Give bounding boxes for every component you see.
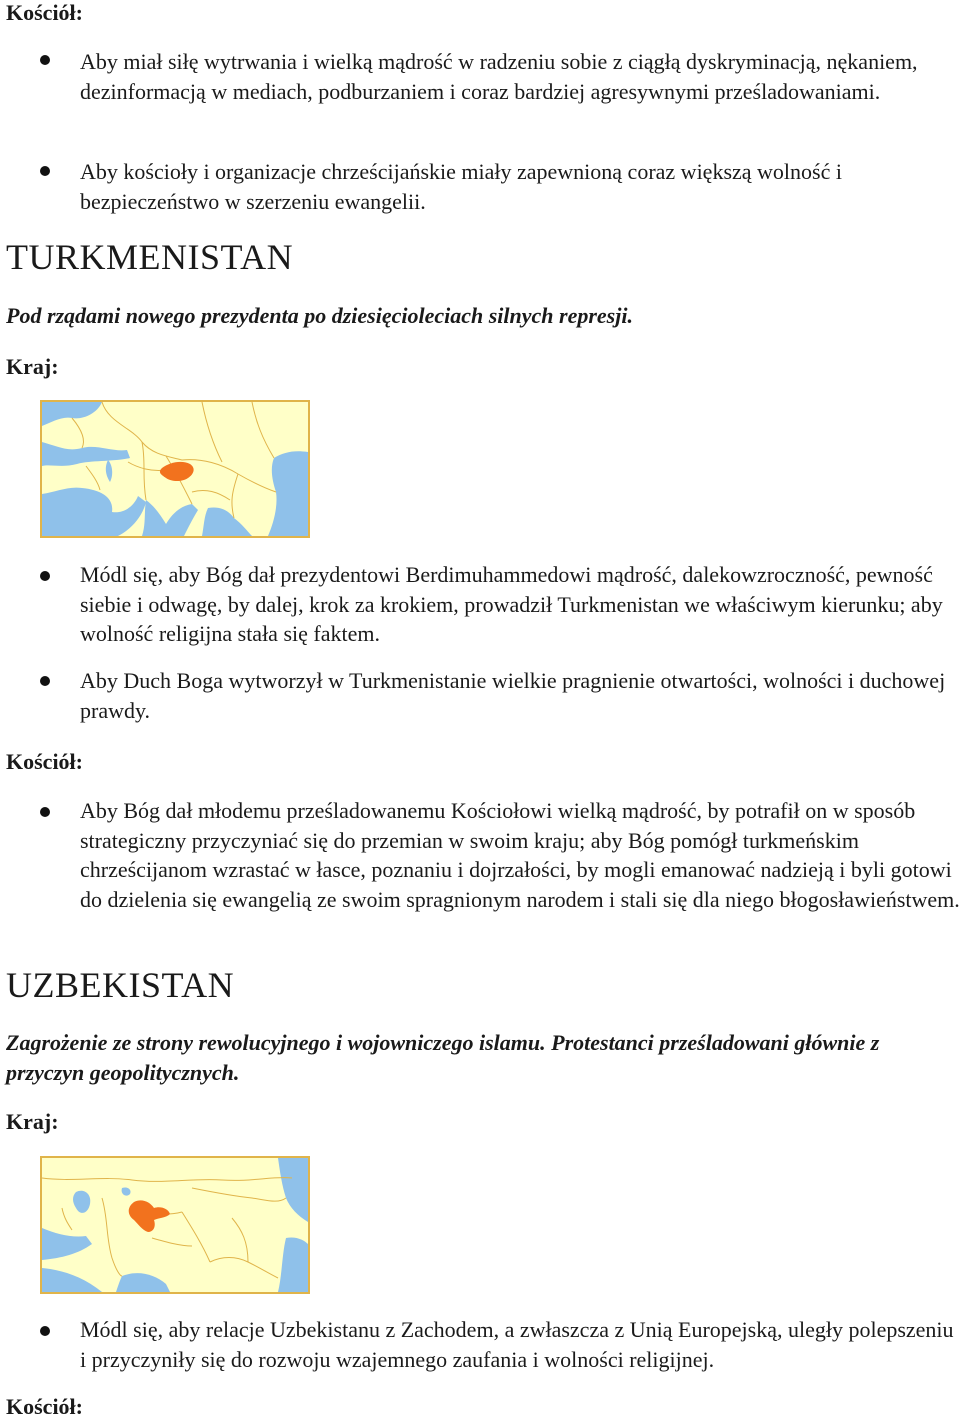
section-subtitle: Pod rządami nowego prezydenta po dziesięcioleciach silnych represji.	[6, 303, 633, 328]
uzbekistan-locator-map	[40, 1156, 310, 1294]
prayer-item: Aby Duch Boga wytworzył w Turkmenistanie wielkie pragnienie otwartości, wolności i duchowej prawdy.	[80, 668, 946, 723]
prayer-item: Módl się, aby Bóg dał prezydentowi Berdimuhammedowi mądrość, dalekowzroczność, pewność siebie i odwagę, by dalej, krok za krokiem, prowadził Turkmenistan we właściwym kierunku; aby wolność religijna stała się faktem.	[80, 562, 943, 646]
bullet-icon	[40, 676, 50, 686]
prayer-item: Aby Bóg dał młodemu prześladowanemu Kościołowi wielką mądrość, by potrafił on w sposób strategiczny przyczyniać się do przemian w swoim kraju; aby Bóg pomógł turkmeńskim chrześcijanom wzrastać w łasce, poznaniu i dojrzałości, by mogli emanować nadzieją i byli gotowi do dzielenia się ewangelią ze swoim spragnionym narodem i stali się dla niego błogosławieństwem.	[80, 798, 960, 912]
church-label: Kościół:	[6, 0, 83, 25]
section-title-turkmenistan: TURKMENISTAN	[6, 237, 294, 277]
prayer-item: Aby miał siłę wytrwania i wielką mądrość w radzeniu sobie z ciągłą dyskryminacją, nękaniem, dezinformacją w mediach, podburzaniem i coraz bardziej agresywnymi prześladowaniami.	[80, 49, 918, 104]
turkmenistan-locator-map	[40, 400, 310, 538]
bullet-icon	[40, 807, 50, 817]
church-label: Kościół:	[6, 1394, 83, 1419]
country-label: Kraj:	[6, 1109, 59, 1134]
bullet-icon	[40, 55, 50, 65]
bullet-icon	[40, 166, 50, 176]
country-label: Kraj:	[6, 354, 59, 379]
section-title-uzbekistan: UZBEKISTAN	[6, 965, 235, 1005]
section-subtitle: Zagrożenie ze strony rewolucyjnego i wojowniczego islamu. Protestanci prześladowani głównie z przyczyn geopolitycznych.	[6, 1030, 880, 1085]
bullet-icon	[40, 571, 50, 581]
prayer-item: Aby kościoły i organizacje chrześcijańskie miały zapewnioną coraz większą wolność i bezpieczeństwo w szerzeniu ewangelii.	[80, 159, 842, 214]
church-label: Kościół:	[6, 749, 83, 774]
prayer-item: Módl się, aby relacje Uzbekistanu z Zachodem, a zwłaszcza z Unią Europejską, uległy polepszeniu i przyczyniły się do rozwoju wzajemnego zaufania i wolności religijnej.	[80, 1317, 954, 1372]
bullet-icon	[40, 1326, 50, 1336]
